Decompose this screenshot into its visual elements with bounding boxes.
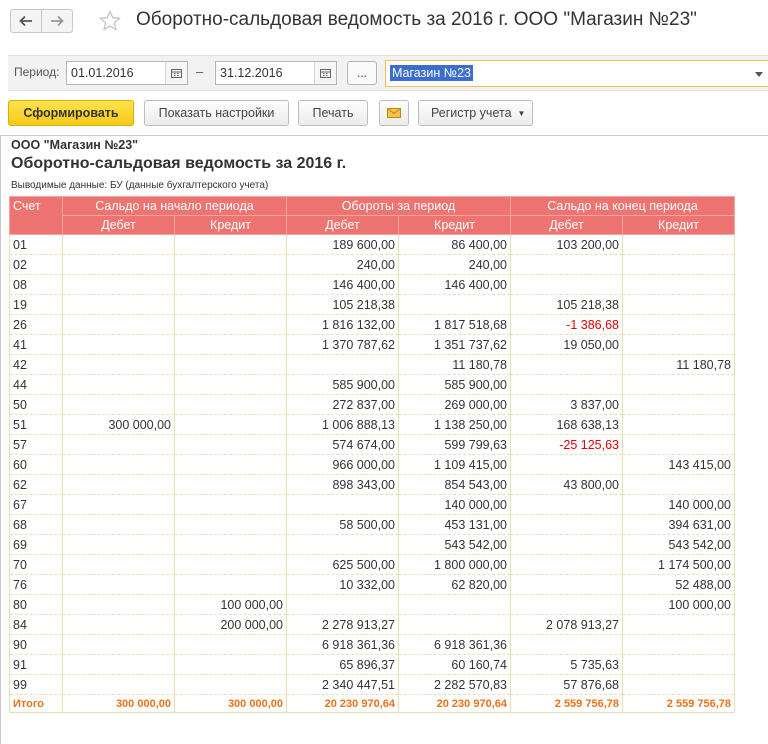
- amount-cell[interactable]: [511, 515, 623, 535]
- account-cell[interactable]: 26: [10, 315, 63, 335]
- amount-cell[interactable]: [511, 555, 623, 575]
- amount-cell[interactable]: 65 896,37: [287, 655, 399, 675]
- amount-cell[interactable]: 453 131,00: [399, 515, 511, 535]
- date-from-field[interactable]: [66, 61, 188, 85]
- amount-cell[interactable]: [287, 595, 399, 615]
- amount-cell[interactable]: [399, 615, 511, 635]
- header-debit: Дебет: [511, 216, 623, 235]
- table-row[interactable]: [10, 495, 735, 515]
- amount-cell[interactable]: [623, 375, 735, 395]
- amount-cell[interactable]: [63, 475, 175, 495]
- table-row[interactable]: [10, 375, 735, 395]
- period-select-button[interactable]: ...: [347, 61, 377, 85]
- header-account: Счет: [10, 197, 63, 235]
- amount-cell[interactable]: [623, 435, 735, 455]
- amount-cell[interactable]: [175, 275, 287, 295]
- amount-cell[interactable]: [175, 435, 287, 455]
- amount-cell[interactable]: [175, 475, 287, 495]
- account-cell[interactable]: 69: [10, 535, 63, 555]
- header-debit: Дебет: [63, 216, 175, 235]
- amount-cell[interactable]: [63, 235, 175, 255]
- amount-cell[interactable]: [511, 455, 623, 475]
- amount-cell[interactable]: [623, 475, 735, 495]
- generate-button[interactable]: Сформировать: [8, 100, 134, 126]
- account-cell[interactable]: 19: [10, 295, 63, 315]
- table-row[interactable]: [10, 415, 735, 435]
- amount-cell[interactable]: [63, 315, 175, 335]
- total-cell: 2 559 756,78: [623, 695, 735, 713]
- envelope-icon: [387, 108, 401, 118]
- table-row[interactable]: [10, 335, 735, 355]
- amount-cell[interactable]: 5 735,63: [511, 655, 623, 675]
- amount-cell[interactable]: 898 343,00: [287, 475, 399, 495]
- amount-cell[interactable]: [63, 595, 175, 615]
- amount-cell[interactable]: 143 415,00: [623, 455, 735, 475]
- amount-cell[interactable]: 585 900,00: [287, 375, 399, 395]
- amount-cell[interactable]: [511, 575, 623, 595]
- amount-cell[interactable]: 10 332,00: [287, 575, 399, 595]
- total-cell: 300 000,00: [63, 695, 175, 713]
- amount-cell[interactable]: 11 180,78: [399, 355, 511, 375]
- amount-cell[interactable]: 1 109 415,00: [399, 455, 511, 475]
- print-button[interactable]: Печать: [298, 100, 368, 126]
- account-cell[interactable]: 67: [10, 495, 63, 515]
- amount-cell[interactable]: 60 160,74: [399, 655, 511, 675]
- report-area: [0, 135, 768, 744]
- header-credit: Кредит: [623, 216, 735, 235]
- account-cell[interactable]: 91: [10, 655, 63, 675]
- turnover-table: [9, 196, 735, 713]
- total-cell: 20 230 970,64: [287, 695, 399, 713]
- calendar-icon[interactable]: [165, 62, 187, 84]
- amount-cell[interactable]: 2 078 913,27: [511, 615, 623, 635]
- table-row[interactable]: [10, 235, 735, 255]
- amount-cell[interactable]: [63, 555, 175, 575]
- amount-cell[interactable]: [175, 575, 287, 595]
- amount-cell[interactable]: [175, 375, 287, 395]
- amount-cell[interactable]: 854 543,00: [399, 475, 511, 495]
- total-row[interactable]: [10, 695, 735, 713]
- amount-cell[interactable]: [63, 575, 175, 595]
- amount-cell[interactable]: [63, 615, 175, 635]
- amount-cell[interactable]: 1 816 132,00: [287, 315, 399, 335]
- account-cell[interactable]: 76: [10, 575, 63, 595]
- amount-cell[interactable]: [175, 415, 287, 435]
- amount-cell[interactable]: 105 218,38: [511, 295, 623, 315]
- account-cell[interactable]: 68: [10, 515, 63, 535]
- amount-cell[interactable]: 6 918 361,36: [399, 635, 511, 655]
- account-cell[interactable]: 60: [10, 455, 63, 475]
- table-row[interactable]: [10, 475, 735, 495]
- amount-cell[interactable]: 200 000,00: [175, 615, 287, 635]
- amount-cell[interactable]: 394 631,00: [623, 515, 735, 535]
- account-cell[interactable]: 80: [10, 595, 63, 615]
- total-cell: 20 230 970,64: [399, 695, 511, 713]
- amount-cell[interactable]: [63, 655, 175, 675]
- amount-cell[interactable]: 272 837,00: [287, 395, 399, 415]
- chevron-down-icon[interactable]: [752, 65, 766, 83]
- parameter-bar: [8, 55, 768, 91]
- amount-cell[interactable]: [175, 315, 287, 335]
- amount-cell[interactable]: [63, 435, 175, 455]
- amount-cell[interactable]: 585 900,00: [399, 375, 511, 395]
- table-row[interactable]: [10, 395, 735, 415]
- amount-cell[interactable]: [175, 395, 287, 415]
- forward-button[interactable]: [41, 9, 73, 33]
- amount-cell[interactable]: [175, 495, 287, 515]
- amount-cell[interactable]: [511, 255, 623, 275]
- amount-cell[interactable]: 1 138 250,00: [399, 415, 511, 435]
- amount-cell[interactable]: [623, 395, 735, 415]
- amount-cell[interactable]: [623, 615, 735, 635]
- table-row[interactable]: [10, 615, 735, 635]
- amount-cell[interactable]: 2 282 570,83: [399, 675, 511, 695]
- amount-cell[interactable]: 140 000,00: [399, 495, 511, 515]
- amount-cell[interactable]: 146 400,00: [399, 275, 511, 295]
- amount-cell[interactable]: 140 000,00: [623, 495, 735, 515]
- amount-cell[interactable]: [63, 535, 175, 555]
- table-row[interactable]: [10, 275, 735, 295]
- table-row[interactable]: [10, 595, 735, 615]
- register-label: Регистр учета: [431, 106, 512, 120]
- amount-cell[interactable]: 43 800,00: [511, 475, 623, 495]
- amount-cell[interactable]: [511, 375, 623, 395]
- amount-cell[interactable]: [175, 635, 287, 655]
- header-closing-balance: Сальдо на конец периода: [511, 197, 735, 216]
- amount-cell[interactable]: 574 674,00: [287, 435, 399, 455]
- calendar-icon[interactable]: [314, 62, 336, 84]
- table-row[interactable]: [10, 315, 735, 335]
- table-row[interactable]: [10, 295, 735, 315]
- organization-field[interactable]: [385, 60, 768, 87]
- arrow-left-icon: [19, 15, 33, 27]
- amount-cell[interactable]: [175, 675, 287, 695]
- report-title: Оборотно-сальдовая ведомость за 2016 г.: [11, 155, 347, 172]
- organization-value: Магазин №23: [392, 66, 472, 80]
- amount-cell[interactable]: [63, 395, 175, 415]
- table-row[interactable]: [10, 535, 735, 555]
- header-opening-balance: Сальдо на начало периода: [63, 197, 287, 216]
- amount-cell[interactable]: [623, 255, 735, 275]
- amount-cell[interactable]: 599 799,63: [399, 435, 511, 455]
- amount-cell[interactable]: [175, 515, 287, 535]
- amount-cell[interactable]: [623, 295, 735, 315]
- amount-cell[interactable]: [175, 555, 287, 575]
- show-settings-button[interactable]: Показать настройки: [144, 100, 289, 126]
- amount-cell[interactable]: 103 200,00: [511, 235, 623, 255]
- amount-cell[interactable]: 625 500,00: [287, 555, 399, 575]
- amount-cell[interactable]: 58 500,00: [287, 515, 399, 535]
- account-cell[interactable]: 51: [10, 415, 63, 435]
- table-row[interactable]: [10, 635, 735, 655]
- amount-cell[interactable]: [623, 315, 735, 335]
- period-dash: –: [196, 64, 204, 79]
- amount-cell[interactable]: [175, 655, 287, 675]
- email-button[interactable]: [379, 100, 409, 126]
- account-cell[interactable]: 41: [10, 335, 63, 355]
- amount-cell[interactable]: -1 386,68: [511, 315, 623, 335]
- account-cell[interactable]: 42: [10, 355, 63, 375]
- table-row[interactable]: [10, 575, 735, 595]
- amount-cell[interactable]: [175, 235, 287, 255]
- account-cell[interactable]: 70: [10, 555, 63, 575]
- amount-cell[interactable]: [63, 635, 175, 655]
- amount-cell[interactable]: [175, 455, 287, 475]
- table-row[interactable]: [10, 455, 735, 475]
- amount-cell[interactable]: 269 000,00: [399, 395, 511, 415]
- amount-cell[interactable]: 6 918 361,36: [287, 635, 399, 655]
- window-header: [0, 0, 768, 44]
- amount-cell[interactable]: 3 837,00: [511, 395, 623, 415]
- date-to-field[interactable]: [215, 61, 337, 85]
- amount-cell[interactable]: 240,00: [399, 255, 511, 275]
- table-row[interactable]: [10, 675, 735, 695]
- amount-cell[interactable]: 105 218,38: [287, 295, 399, 315]
- amount-cell[interactable]: 300 000,00: [63, 415, 175, 435]
- date-to-value: 31.12.2016: [220, 66, 283, 80]
- table-row[interactable]: [10, 655, 735, 675]
- amount-cell[interactable]: [623, 275, 735, 295]
- header-credit: Кредит: [175, 216, 287, 235]
- amount-cell[interactable]: [287, 535, 399, 555]
- amount-cell[interactable]: 543 542,00: [623, 535, 735, 555]
- amount-cell[interactable]: [63, 255, 175, 275]
- amount-cell[interactable]: 62 820,00: [399, 575, 511, 595]
- amount-cell[interactable]: 1 006 888,13: [287, 415, 399, 435]
- amount-cell[interactable]: [399, 295, 511, 315]
- account-cell[interactable]: 02: [10, 255, 63, 275]
- account-cell[interactable]: 08: [10, 275, 63, 295]
- caret-down-icon: ▼: [517, 108, 526, 118]
- amount-cell[interactable]: [511, 635, 623, 655]
- amount-cell[interactable]: 543 542,00: [399, 535, 511, 555]
- amount-cell[interactable]: 1 370 787,62: [287, 335, 399, 355]
- amount-cell[interactable]: 146 400,00: [287, 275, 399, 295]
- amount-cell[interactable]: [63, 275, 175, 295]
- account-cell[interactable]: 50: [10, 395, 63, 415]
- amount-cell[interactable]: [287, 495, 399, 515]
- arrow-right-icon: [50, 15, 64, 27]
- amount-cell[interactable]: 966 000,00: [287, 455, 399, 475]
- report-subtitle: Выводимые данные: БУ (данные бухгалтерского учета): [11, 180, 269, 191]
- favorite-star-icon[interactable]: [98, 9, 122, 33]
- amount-cell[interactable]: [63, 495, 175, 515]
- date-from-value: 01.01.2016: [71, 66, 134, 80]
- amount-cell[interactable]: [623, 235, 735, 255]
- table-row[interactable]: [10, 435, 735, 455]
- report-org: ООО "Магазин №23": [11, 138, 139, 152]
- amount-cell[interactable]: [287, 355, 399, 375]
- total-cell: 2 559 756,78: [511, 695, 623, 713]
- header-turnover: Обороты за период: [287, 197, 511, 216]
- amount-cell[interactable]: [63, 675, 175, 695]
- amount-cell[interactable]: 100 000,00: [175, 595, 287, 615]
- amount-cell[interactable]: 1 817 518,68: [399, 315, 511, 335]
- register-dropdown-button[interactable]: [418, 100, 533, 126]
- amount-cell[interactable]: 240,00: [287, 255, 399, 275]
- amount-cell[interactable]: 2 340 447,51: [287, 675, 399, 695]
- account-cell[interactable]: 99: [10, 675, 63, 695]
- table-row[interactable]: [10, 255, 735, 275]
- amount-cell[interactable]: 2 278 913,27: [287, 615, 399, 635]
- amount-cell[interactable]: 19 050,00: [511, 335, 623, 355]
- amount-cell[interactable]: [63, 375, 175, 395]
- account-cell[interactable]: 44: [10, 375, 63, 395]
- amount-cell[interactable]: 100 000,00: [623, 595, 735, 615]
- table-row[interactable]: [10, 515, 735, 535]
- amount-cell[interactable]: [623, 655, 735, 675]
- amount-cell[interactable]: [511, 535, 623, 555]
- amount-cell[interactable]: 52 488,00: [623, 575, 735, 595]
- amount-cell[interactable]: [511, 275, 623, 295]
- amount-cell[interactable]: [399, 595, 511, 615]
- amount-cell[interactable]: [511, 495, 623, 515]
- amount-cell[interactable]: [63, 455, 175, 475]
- account-cell[interactable]: 01: [10, 235, 63, 255]
- amount-cell[interactable]: [623, 335, 735, 355]
- amount-cell[interactable]: 86 400,00: [399, 235, 511, 255]
- amount-cell[interactable]: 11 180,78: [623, 355, 735, 375]
- amount-cell[interactable]: [175, 295, 287, 315]
- amount-cell[interactable]: [63, 515, 175, 535]
- amount-cell[interactable]: [623, 675, 735, 695]
- header-credit: Кредит: [399, 216, 511, 235]
- back-button[interactable]: [10, 9, 42, 33]
- page-title: Оборотно-сальдовая ведомость за 2016 г. ООО "Магазин №23": [136, 9, 697, 30]
- account-cell[interactable]: 84: [10, 615, 63, 635]
- amount-cell[interactable]: [175, 535, 287, 555]
- amount-cell[interactable]: 57 876,68: [511, 675, 623, 695]
- amount-cell[interactable]: 1 174 500,00: [623, 555, 735, 575]
- amount-cell[interactable]: [175, 355, 287, 375]
- account-cell[interactable]: 90: [10, 635, 63, 655]
- amount-cell[interactable]: [63, 335, 175, 355]
- amount-cell[interactable]: [511, 595, 623, 615]
- amount-cell[interactable]: 168 638,13: [511, 415, 623, 435]
- amount-cell[interactable]: -25 125,63: [511, 435, 623, 455]
- amount-cell[interactable]: [623, 635, 735, 655]
- table-row[interactable]: [10, 555, 735, 575]
- total-cell: 300 000,00: [175, 695, 287, 713]
- amount-cell[interactable]: 189 600,00: [287, 235, 399, 255]
- account-cell[interactable]: 57: [10, 435, 63, 455]
- amount-cell[interactable]: 1 351 737,62: [399, 335, 511, 355]
- account-cell[interactable]: 62: [10, 475, 63, 495]
- total-label: Итого: [10, 695, 63, 713]
- header-debit: Дебет: [287, 216, 399, 235]
- amount-cell[interactable]: [623, 415, 735, 435]
- period-label: Период:: [14, 65, 60, 79]
- table-row[interactable]: [10, 355, 735, 375]
- amount-cell[interactable]: [63, 355, 175, 375]
- amount-cell[interactable]: [511, 355, 623, 375]
- amount-cell[interactable]: 1 800 000,00: [399, 555, 511, 575]
- amount-cell[interactable]: [63, 295, 175, 315]
- amount-cell[interactable]: [175, 335, 287, 355]
- amount-cell[interactable]: [175, 255, 287, 275]
